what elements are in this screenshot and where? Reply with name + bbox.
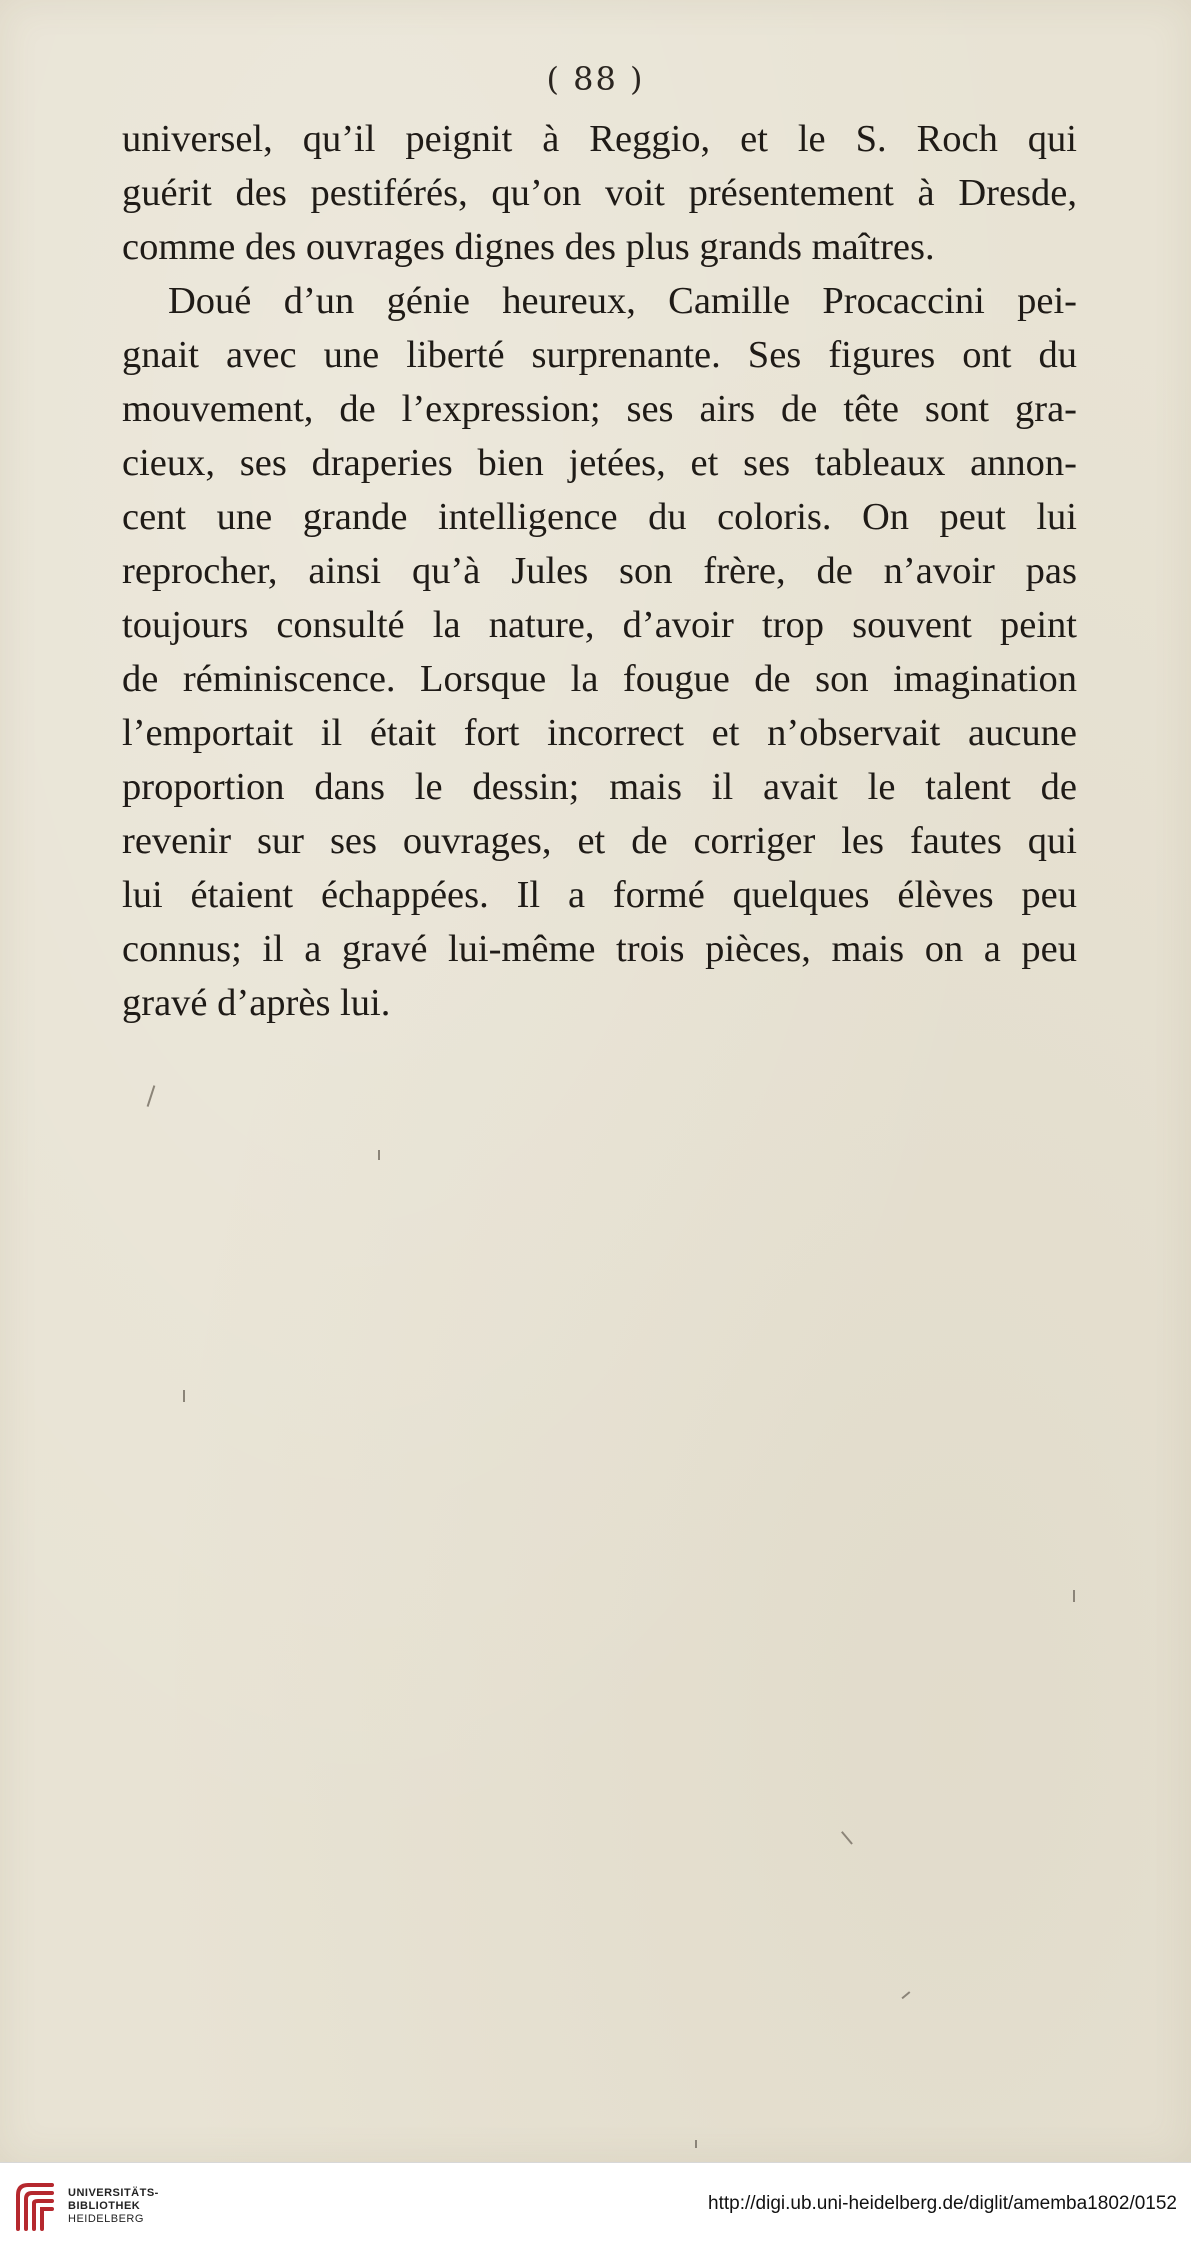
- viewer-footer: [0, 2162, 1191, 2251]
- paper-speck: [378, 1150, 380, 1160]
- body-text: [122, 112, 1077, 1030]
- paper-speck: [695, 2140, 697, 2148]
- text-line: mouvement, de l’expression; ses airs de tête sont gra-: [122, 388, 1077, 430]
- paper-speck: [147, 1085, 155, 1106]
- library-name-line: BIBLIOTHEK: [68, 2200, 141, 2212]
- university-library-logo-icon: [12, 2177, 60, 2237]
- paper-speck: [183, 1390, 185, 1402]
- paragraph-end-line: gravé d’après lui.: [122, 982, 391, 1024]
- text-line: toujours consulté la nature, d’avoir trop souvent peint: [122, 604, 1077, 646]
- page-number: ( 88 ): [546, 60, 645, 98]
- text-line: comme des ouvrages dignes des plus grands maîtres.: [122, 226, 935, 268]
- paragraph-start-line: Doué d’un génie heureux, Camille Procaccini pei-: [168, 280, 1077, 322]
- permalink-url[interactable]: http://digi.ub.uni-heidelberg.de/diglit/amemba1802/0152: [708, 2193, 1177, 2214]
- text-line: proportion dans le dessin; mais il avait le talent de: [122, 766, 1077, 808]
- library-name-line: UNIVERSITÄTS-: [68, 2187, 159, 2199]
- text-line: l’emportait il était fort incorrect et n’observait aucune: [122, 712, 1077, 754]
- library-name-line: HEIDELBERG: [68, 2213, 144, 2225]
- text-line: cieux, ses draperies bien jetées, et ses tableaux annon-: [122, 442, 1077, 484]
- text-line: universel, qu’il peignit à Reggio, et le S. Roch qui: [122, 118, 1077, 160]
- text-line: connus; il a gravé lui-même trois pièces, mais on a peu: [122, 928, 1077, 970]
- text-line: revenir sur ses ouvrages, et de corriger les fautes qui: [122, 820, 1077, 862]
- paper-speck: [841, 1831, 852, 1844]
- text-line: guérit des pestiférés, qu’on voit présentement à Dresde,: [122, 172, 1077, 214]
- text-line: cent une grande intelligence du coloris. On peut lui: [122, 496, 1077, 538]
- text-line: de réminiscence. Lorsque la fougue de son imagination: [122, 658, 1077, 700]
- text-line: reprocher, ainsi qu’à Jules son frère, de n’avoir pas: [122, 550, 1077, 592]
- paper-speck: [1073, 1590, 1075, 1602]
- paper-speck: [901, 1991, 910, 1999]
- text-line: gnait avec une liberté surprenante. Ses figures ont du: [122, 334, 1077, 376]
- library-name: [68, 2187, 159, 2226]
- text-line: lui étaient échappées. Il a formé quelques élèves peu: [122, 874, 1077, 916]
